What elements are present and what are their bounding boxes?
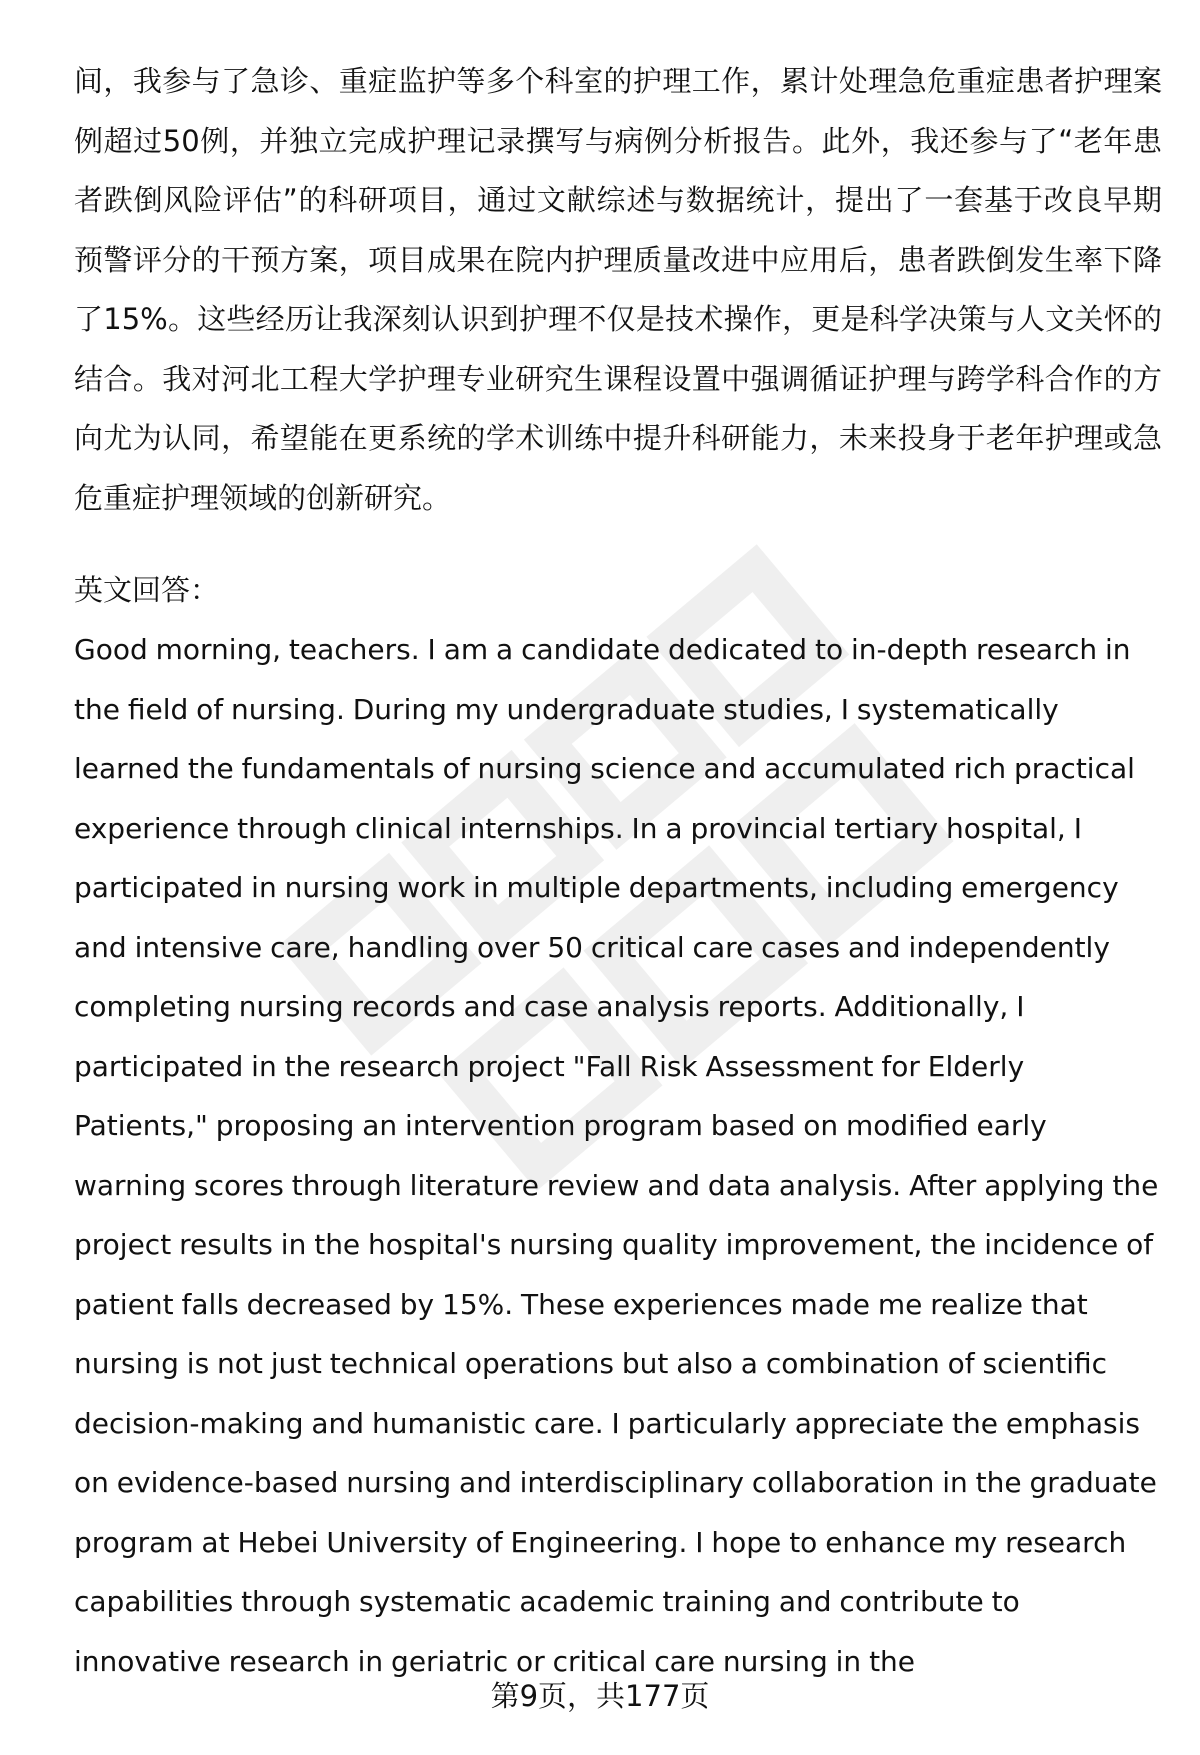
english-answer-paragraph: Good morning, teachers. I am a candidate dedicated to in-depth research in the field of nursing. During my undergraduate studies, I systematically learned the fundamentals of nursing science and accumulated rich practical experience through clinical internships. In a provincial tertiary hospital, I participated in nursing work in multiple departments, including emergency and intensive care, handling over 50 critical care cases and independently completing nursing records and case analysis reports. Additionally, I participated in the research project "Fall Risk Assessment for Elderly Patients," proposing an intervention program based on modified early warning scores through literature review and data analysis. After applying the project results in the hospital's nursing quality improvement, the incidence of patient falls decreased by 15%. These experiences made me realize that nursing is not just technical operations but also a combination of scientific decision-making and humanistic care. I particularly appreciate the emphasis on evidence-based nursing and interdisciplinary collaboration in the graduate program at Hebei University of Engineering. I hope to enhance my research capabilities through systematic academic training and contribute to innovative research in geriatric or critical care nursing in the [74, 633, 1159, 1678]
chinese-answer-paragraph: 间，我参与了急诊、重症监护等多个科室的护理工作，累计处理急危重症患者护理案例超过50例，并独立完成护理记录撰写与病例分析报告。此外，我还参与了“老年患者跌倒风险评估”的科研项目，通过文献综述与数据统计，提出了一套基于改良早期预警评分的干预方案，项目成果在院内护理质量改进中应用后，患者跌倒发生率下降了15%。这些经历让我深刻认识到护理不仅是技术操作，更是科学决策与人文关怀的结合。我对河北工程大学护理专业研究生课程设置中强调循证护理与跨学科合作的方向尤为认同，希望能在更系统的学术训练中提升科研能力，未来投身于老年护理或急危重症护理领域的创新研究。 [74, 64, 1162, 515]
english-answer-label: 英文回答： [74, 573, 220, 607]
page-number-footer: 第9页，共177页 [490, 1679, 710, 1713]
main-content [74, 52, 1162, 1691]
